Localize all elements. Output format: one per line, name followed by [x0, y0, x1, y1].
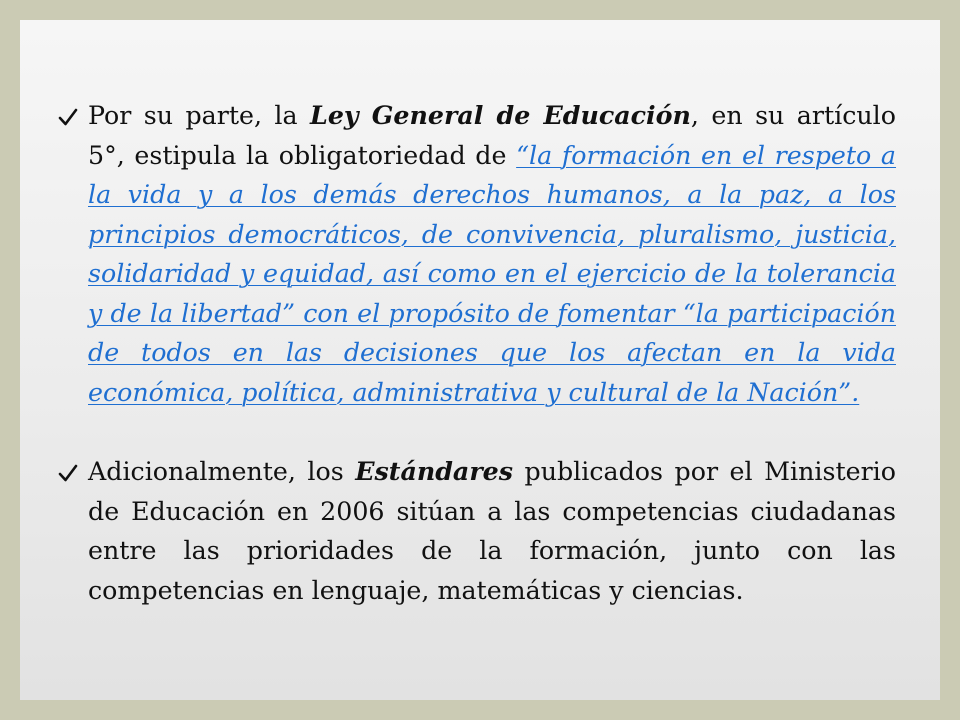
bullet-text: Por su parte, la	[88, 101, 311, 130]
standards-emphasis: Estándares	[355, 456, 513, 486]
bullet-item-estandares	[40, 452, 896, 610]
check-icon	[58, 107, 78, 127]
bullet-item-ley-general	[40, 96, 896, 412]
bullet-text: publicados por el Ministerio de Educación en 2006 sitúan a las competencias ciudadanas entre las prioridades de la formación, junto con las competencias en lenguaje, matemáticas y ciencias.	[88, 457, 896, 605]
check-icon	[58, 463, 78, 483]
law-quote-link[interactable]: “la formación en el respeto a la vida y a los demás derechos humanos, a la paz, a los principios democráticos, de convivencia, pluralismo, justicia, solidaridad y equidad, así como en el ejercicio de la tolerancia y de la libertad” con el propósito de fomentar “la participación de todos en las decisiones que los afectan en la vida económica, política, administrativa y cultural de la Nación”.	[88, 140, 897, 407]
law-name-emphasis: Ley General de Educación	[310, 100, 691, 130]
bullet-text: Adicionalmente, los	[88, 457, 356, 486]
bullet-list	[40, 96, 896, 610]
bullet-text: , en su artículo 5°, estipula la obligatoriedad de	[88, 101, 896, 170]
